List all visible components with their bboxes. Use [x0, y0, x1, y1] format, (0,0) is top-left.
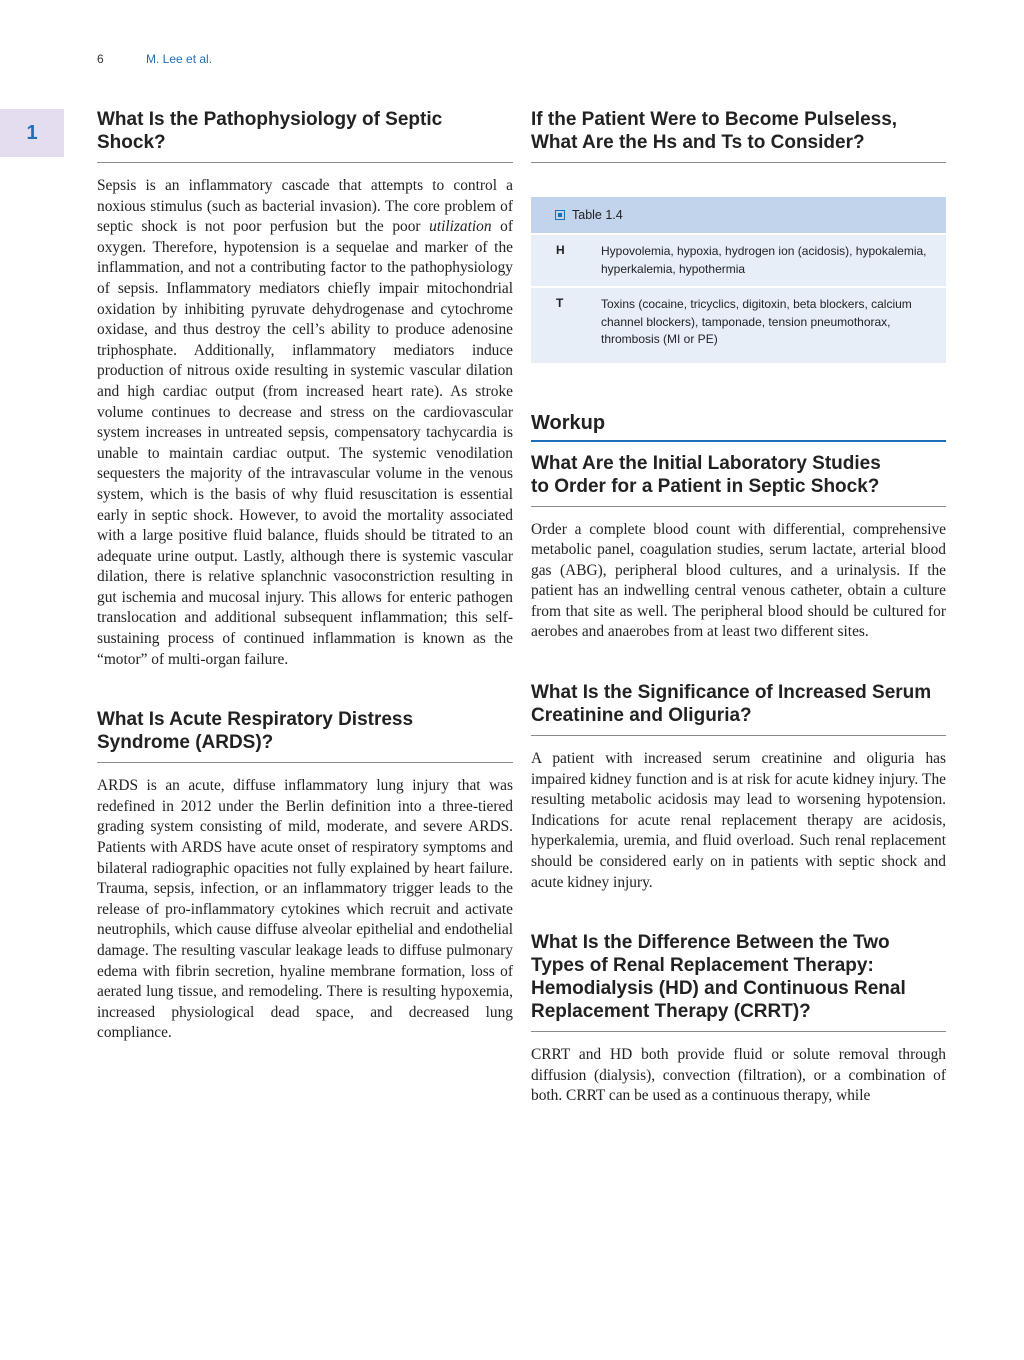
- table-row-key: H: [556, 243, 565, 257]
- heading-line: What Is the Significance of Increased Serum: [531, 682, 932, 704]
- running-head: M. Lee et al.: [146, 52, 213, 66]
- heading-line: to Order for a Patient in Septic Shock?: [531, 475, 880, 497]
- ards-paragraph: ARDS is an acute, diffuse inflammatory lung injury that was redefined in 2012 under the Berlin definition into a three-tiered grading system consisting of mild, moderate, and severe ARDS. Patients with ARDS have acute onset of respiratory symptoms and bilateral radiographic opacities not fully explained by heart failure. Trauma, sepsis, infection, or an inflammatory trigger leads to the release of pro-inflammatory cytokines which recruit and activate neutrophils, which cause diffuse alveolar epithelial and endothelial damage. The resulting vascular leakage leads to diffuse pulmonary edema with fibrin secretion, hyaline membrane formation, loss of aerated lung tissue, and remodeling. There is resulting hypoxemia, increased physiological dead space, and decreased lung compliance.: [97, 777, 513, 1042]
- text-segment: Sepsis is an inflammatory cascade that attempts to control a noxious stimulus (such as bacterial invasion). The core problem of septic shock is not poor perfusion but the poor: [97, 177, 513, 236]
- table-row-key: T: [556, 296, 564, 310]
- rrt-heading: [531, 931, 946, 1032]
- page-number: 6: [97, 52, 104, 66]
- lab-studies-heading: [531, 452, 946, 507]
- emphasis-text: utilization: [429, 218, 492, 236]
- workup-heading: Workup: [531, 411, 946, 442]
- table-caption-text: Table 1.4: [572, 208, 623, 222]
- table-row-value: Hypovolemia, hypoxia, hydrogen ion (acidosis), hypokalemia, hyperkalemia, hypothermia: [601, 244, 927, 276]
- heading-line: Syndrome (ARDS)?: [97, 732, 274, 754]
- chapter-tab: [0, 109, 64, 157]
- table-row: [531, 233, 946, 286]
- heading-line: What Is the Difference Between the Two: [531, 932, 890, 954]
- creatinine-heading: [531, 681, 946, 736]
- right-column: [531, 108, 946, 1107]
- lab-studies-paragraph: Order a complete blood count with differential, comprehensive metabolic panel, coagulation studies, serum lactate, arterial blood gas (ABG), peripheral blood cultures, and a urinalysis. If the patient has an indwelling central venous catheter, obtain a culture from that site as well. The peripheral blood should be cultured for aerobes and anaerobes from at least two different sites.: [531, 520, 946, 641]
- table-marker-icon: [555, 210, 565, 220]
- heading-line: Hemodialysis (HD) and Continuous Renal: [531, 978, 906, 1000]
- pulseless-heading: [531, 108, 946, 163]
- heading-line: What Is Acute Respiratory Distress: [97, 709, 414, 731]
- heading-line: Replacement Therapy (CRRT)?: [531, 1001, 811, 1023]
- left-column: [97, 108, 513, 1044]
- rrt-paragraph: CRRT and HD both provide fluid or solute removal through diffusion (dialysis), convection (filtration), or a combination of both. CRRT can be used as a continuous therapy, while: [531, 1046, 946, 1105]
- table-caption: [531, 197, 946, 233]
- pathophysiology-heading: [97, 108, 513, 163]
- heading-line: What Are the Hs and Ts to Consider?: [531, 132, 865, 153]
- text-segment: of oxygen. Therefore, hypotension is a sequelae and marker of the inflammation, and not a contributing factor to the pathophysiology of sepsis. Inflammatory mediators chiefly impair mitochondrial oxidation by inhibiting pyruvate dehydrogenase and cytochrome oxidase, and thus destroy the cell’s ability to produce adenosine triphosphate. Additionally, inflammatory mediators induce production of nitrous oxide resulting in systemic vascular dilation and high cardiac output (from increased heart rate). As stroke volume continues to decrease and stress on the cardiovascular system increases in untreated sepsis, compensatory tachycardia is unable to maintain cardiac output. The systemic venodilation sequesters the majority of the intravascular volume in the venous system, which is the basis of why fluid resuscitation is essential early in septic shock. However, to avoid the mortality associated with a large positive fluid balance, fluids should be titrated to an adequate urine output. Lastly, although there is systemic vascular dilation, there is relative splanchnic vasoconstriction resulting in gut ischemia and mucosal injury. This allows for enteric pathogen translocation and additional subsequent inflammation; this self-sustaining process of continued inflammation is known as the “motor” of multi-organ failure.: [97, 218, 513, 668]
- heading-line: Creatinine and Oliguria?: [531, 705, 752, 727]
- heading-line: What Are the Initial Laboratory Studies: [531, 452, 881, 474]
- hs-ts-table: [531, 197, 946, 363]
- pathophysiology-paragraph: [97, 176, 513, 670]
- heading-line: What Is the Pathophysiology of Septic: [97, 109, 443, 130]
- table-row-value: Toxins (cocaine, tricyclics, digitoxin, beta blockers, calcium channel blockers), tamponade, tension pneumothorax, thrombosis (MI or PE): [601, 297, 912, 346]
- ards-heading: [97, 708, 513, 763]
- heading-line: If the Patient Were to Become Pulseless,: [531, 109, 898, 130]
- chapter-number: 1: [26, 121, 38, 144]
- table-row: [531, 286, 946, 363]
- heading-line: Shock?: [97, 132, 166, 153]
- heading-line: Types of Renal Replacement Therapy:: [531, 955, 874, 977]
- creatinine-paragraph: A patient with increased serum creatinine and oliguria has impaired kidney function and is at risk for acute kidney injury. The resulting metabolic acidosis may lead to worsening hypotension. Indications for acute renal replacement therapy are acidosis, hyperkalemia, uremia, and fluid overload. Such renal replacement should be considered early on in patients with septic shock and acute kidney injury.: [531, 750, 946, 891]
